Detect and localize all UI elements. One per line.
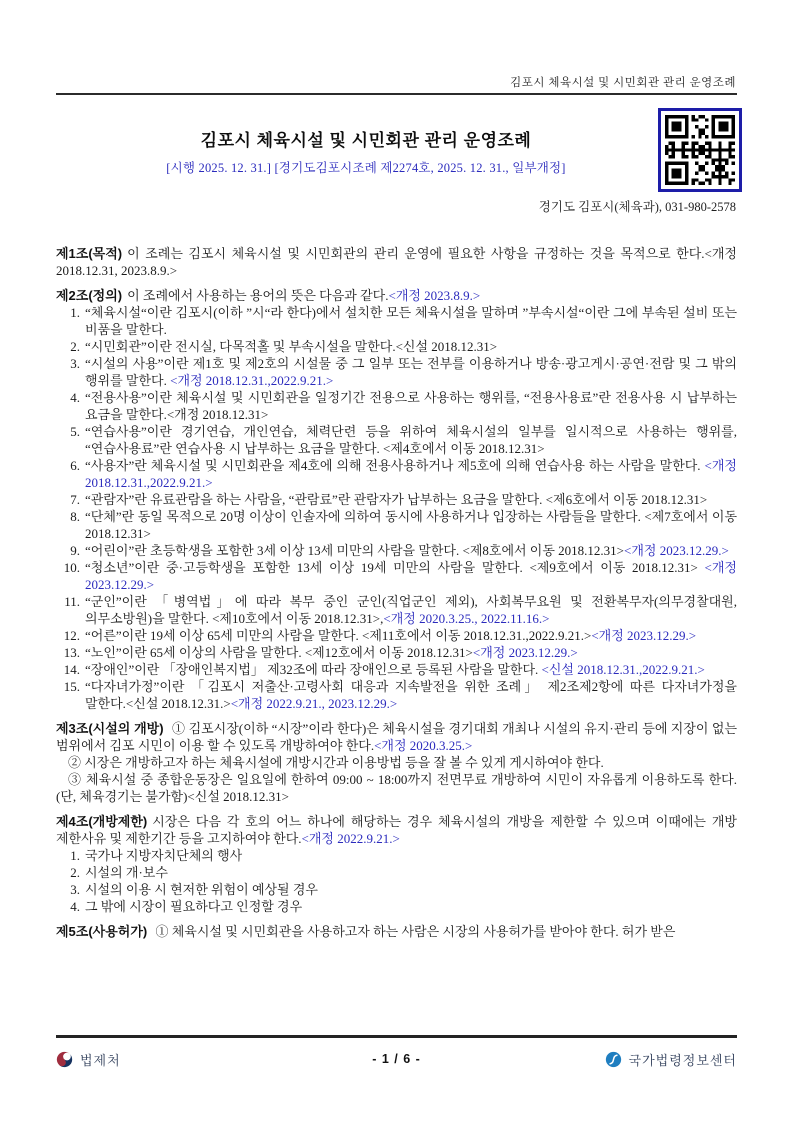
item-number: 9. bbox=[70, 543, 80, 558]
item-number: 3. bbox=[70, 882, 80, 897]
numbered-item bbox=[58, 355, 737, 389]
enforcement-line: [시행 2025. 12. 31.] [경기도김포시조례 제2274호, 2025. 12. 31., 일부개정] bbox=[166, 161, 566, 175]
item-number: 2. bbox=[70, 865, 80, 880]
running-header bbox=[56, 74, 736, 90]
article bbox=[56, 720, 737, 805]
taegeuk-logo-icon bbox=[56, 1051, 73, 1068]
body-text: “관람자”란 유료관람을 하는 사람을, “관람료”란 관람자가 납부하는 요금을 말한다. <제6호에서 이동 2018.12.31> bbox=[85, 492, 708, 507]
body-text: “시설의 사용”이란 제1호 및 제2호의 시설물 중 그 일부 또는 전부를 이용하거나 방송·광고게시·공연·전람 및 그 밖의 행위를 말한다. bbox=[85, 356, 737, 388]
article-lead bbox=[56, 813, 737, 847]
item-number: 15. bbox=[63, 679, 80, 694]
document-title: 김포시 체육시설 및 시민회관 관리 운영조례 bbox=[200, 131, 532, 150]
body-text: “단체”란 동일 목적으로 20명 이상이 인솔자에 의하여 동시에 사용하거나 입장하는 사람들을 말한다. <제7호에서 이동 2018.12.31> bbox=[85, 509, 737, 541]
body-text: “체육시설“이란 김포시(이하 ”시“라 한다)에서 설치한 모든 체육시설을 말하며 ”부속시설“이란 그에 부속된 설비 또는 비품을 말한다. bbox=[85, 305, 737, 337]
article bbox=[56, 923, 737, 940]
body-text: “연습사용”이란 경기연습, 개인연습, 체력단련 등을 위하여 체육시설의 일부를 일시적으로 사용하는 행위를, “연습사용료”란 연습사용 시 납부하는 요금을 말한다. <제4호에서 이동 2018.12.31> bbox=[85, 424, 737, 456]
body-text: “어린이”란 초등학생을 포함한 3세 이상 13세 미만의 사람을 말한다. <제8호에서 이동 2018.12.31> bbox=[85, 543, 625, 558]
article-lead bbox=[56, 720, 737, 754]
amendment-note: <개정 2022.9.21.> bbox=[301, 831, 400, 846]
numbered-item bbox=[58, 881, 737, 898]
body-text: 그 밖에 시장이 필요하다고 인정할 경우 bbox=[85, 899, 303, 914]
amendment-note: <개정 2023.12.29.> bbox=[624, 543, 729, 558]
body-text: “노인”이란 65세 이상의 사람을 말한다. <제12호에서 이동 2018.12.31> bbox=[85, 645, 473, 660]
body-text: “청소년”이란 중·고등학생을 포함한 13세 이상 19세 미만의 사람을 말한다. <제9호에서 이동 2018.12.31> bbox=[85, 560, 705, 575]
body-text: 이 조례에서 사용하는 용어의 뜻은 다음과 같다. bbox=[127, 288, 389, 303]
numbered-item bbox=[58, 542, 737, 559]
numbered-item bbox=[58, 898, 737, 915]
numbered-item bbox=[58, 389, 737, 423]
item-number: 13. bbox=[63, 645, 80, 660]
numbered-item bbox=[58, 338, 737, 355]
running-title: 김포시 체육시설 및 시민회관 관리 운영조례 bbox=[510, 77, 736, 89]
numbered-item bbox=[58, 508, 737, 542]
item-number: 11. bbox=[64, 594, 80, 609]
law-info-center-brand bbox=[605, 1050, 737, 1069]
footer-rule bbox=[56, 1035, 737, 1038]
body-text: ① 김포시장(이하 “시장”이라 한다)은 체육시설을 경기대회 개최나 시설의 유지·관리 등에 지장이 없는 범위에서 김포 시민이 이용 할 수 있도록 개방하여야 한다. bbox=[56, 721, 738, 753]
numbered-item bbox=[58, 644, 737, 661]
header-rule bbox=[56, 93, 737, 95]
numbered-item bbox=[58, 593, 737, 627]
item-number: 4. bbox=[70, 390, 80, 405]
numbered-item bbox=[58, 627, 737, 644]
body-text: ③ 체육시설 중 종합운동장은 일요일에 한하여 09:00 ~ 18:00까지 전면무료 개방하여 시민이 자유롭게 이용하도록 한다.(단, 체육경기는 불가함)<신설 2018.12.31> bbox=[56, 772, 737, 804]
amendment-note: <신설 2018.12.31.,2022.9.21.> bbox=[541, 662, 705, 677]
item-number: 10. bbox=[63, 560, 80, 575]
item-number: 5. bbox=[70, 424, 80, 439]
body-text: “다자녀가정”이란 「김포시 저출산·고령사회 대응과 지속발전을 위한 조례」 제2조제2항에 따른 다자녀가정을 말한다.<신설 2018.12.31.> bbox=[85, 679, 737, 711]
body-text: “시민회관”이란 전시실, 다목적홀 및 부속시설을 말한다.<신설 2018.12.31> bbox=[85, 339, 498, 354]
numbered-item bbox=[58, 423, 737, 457]
article-heading: 제1조(목적) bbox=[56, 246, 123, 261]
page-indicator: - 1 / 6 - bbox=[372, 1052, 421, 1066]
title-block bbox=[56, 126, 676, 176]
body-text: ① 체육시설 및 시민회관을 사용하고자 하는 사람은 시장의 사용허가를 받아야 한다. 허가 받은 bbox=[152, 924, 676, 939]
body-text: “어른”이란 19세 이상 65세 미만의 사람을 말한다. <제11호에서 이동 2018.12.31.,2022.9.21.> bbox=[85, 628, 592, 643]
article bbox=[56, 245, 737, 279]
sub-paragraph bbox=[56, 771, 737, 805]
contact-info: 경기도 김포시(체육과), 031-980-2578 bbox=[538, 200, 736, 214]
numbered-item bbox=[58, 491, 737, 508]
numbered-item bbox=[58, 661, 737, 678]
numbered-item bbox=[58, 304, 737, 338]
numbered-item bbox=[58, 678, 737, 712]
amendment-note: <개정 2020.3.25., 2022.11.16.> bbox=[383, 611, 550, 626]
item-number: 3. bbox=[70, 356, 80, 371]
body-text: “전용사용”이란 체육시설 및 시민회관을 일정기간 전용으로 사용하는 행위를, “전용사용료”란 전용사용 시 납부하는 요금을 말한다.<개정 2018.12.31> bbox=[85, 390, 737, 422]
item-number: 4. bbox=[70, 899, 80, 914]
numbered-item bbox=[58, 847, 737, 864]
sub-paragraph bbox=[56, 754, 737, 771]
article-heading: 제3조(시설의 개방) bbox=[56, 721, 164, 736]
numbered-item bbox=[58, 559, 737, 593]
amendment-note: <개정 2023.12.29.> bbox=[472, 645, 578, 660]
item-number: 8. bbox=[70, 509, 80, 524]
amendment-note: <개정 2018.12.31.,2022.9.21.> bbox=[85, 458, 737, 490]
body-text: “장애인”이란 「장애인복지법」 제32조에 따라 장애인으로 등록된 사람을 말한다. bbox=[85, 662, 542, 677]
moleg-label: 법제처 bbox=[80, 1052, 121, 1068]
body-text: 시장은 다음 각 호의 어느 하나에 해당하는 경우 체육시설의 개방을 제한할 수 있으며 이때에는 개방 제한사유 및 제한기간 등을 고지하여야 한다. bbox=[56, 814, 737, 846]
article bbox=[56, 287, 737, 712]
article-lead bbox=[56, 923, 737, 940]
item-number: 14. bbox=[63, 662, 80, 677]
law-info-center-label: 국가법령정보센터 bbox=[628, 1052, 737, 1068]
amendment-note: <개정 2023.8.9.> bbox=[388, 288, 481, 303]
body-text: “군인”이란 「병역법」에 따라 복무 중인 군인(직업군인 제외), 사회복무요원 및 전환복무자(의무경찰대원, 의무소방원)을 말한다. <제10호에서 이동 2018.12.31>, bbox=[85, 594, 737, 626]
article-heading: 제4조(개방제한) bbox=[56, 814, 148, 829]
moleg-brand bbox=[56, 1050, 121, 1069]
amendment-note: <개정 2018.12.31.,2022.9.21.> bbox=[170, 373, 334, 388]
numbered-item bbox=[58, 864, 737, 881]
amendment-note: <개정 2023.12.29.> bbox=[85, 560, 737, 592]
article-lead bbox=[56, 245, 737, 279]
body-text: “사용자”란 체육시설 및 시민회관을 제4호에 의해 전용사용하거나 제5호에 의해 연습사용 하는 사람을 말한다. bbox=[85, 458, 705, 473]
body-text: 시설의 개·보수 bbox=[85, 865, 168, 880]
body-text: 국가나 지방자치단체의 행사 bbox=[85, 848, 243, 863]
ordinance-body bbox=[56, 245, 737, 948]
item-number: 7. bbox=[70, 492, 80, 507]
body-text: ② 시장은 개방하고자 하는 체육시설에 개방시간과 이용방법 등을 잘 볼 수 있게 게시하여야 한다. bbox=[68, 755, 604, 770]
amendment-note: <개정 2020.3.25.> bbox=[374, 738, 473, 753]
item-number: 6. bbox=[70, 458, 80, 473]
article bbox=[56, 813, 737, 915]
item-number: 1. bbox=[70, 848, 80, 863]
numbered-item bbox=[58, 457, 737, 491]
body-text: 시설의 이용 시 현저한 위험이 예상될 경우 bbox=[85, 882, 318, 897]
law-info-center-logo-icon bbox=[605, 1051, 622, 1068]
article-lead bbox=[56, 287, 737, 304]
article-heading: 제2조(정의) bbox=[56, 288, 123, 303]
page-footer bbox=[56, 1046, 737, 1072]
item-number: 12. bbox=[63, 628, 80, 643]
amendment-note: <개정 2023.12.29.> bbox=[591, 628, 697, 643]
item-number: 2. bbox=[70, 339, 80, 354]
amendment-note: <개정 2022.9.21., 2023.12.29.> bbox=[230, 696, 398, 711]
article-heading: 제5조(사용허가) bbox=[56, 924, 148, 939]
body-text: 이 조례는 김포시 체육시설 및 시민회관의 관리 운영에 필요한 사항을 규정하는 것을 목적으로 한다.<개정 2018.12.31, 2023.8.9.> bbox=[56, 246, 737, 278]
item-number: 1. bbox=[70, 305, 80, 320]
